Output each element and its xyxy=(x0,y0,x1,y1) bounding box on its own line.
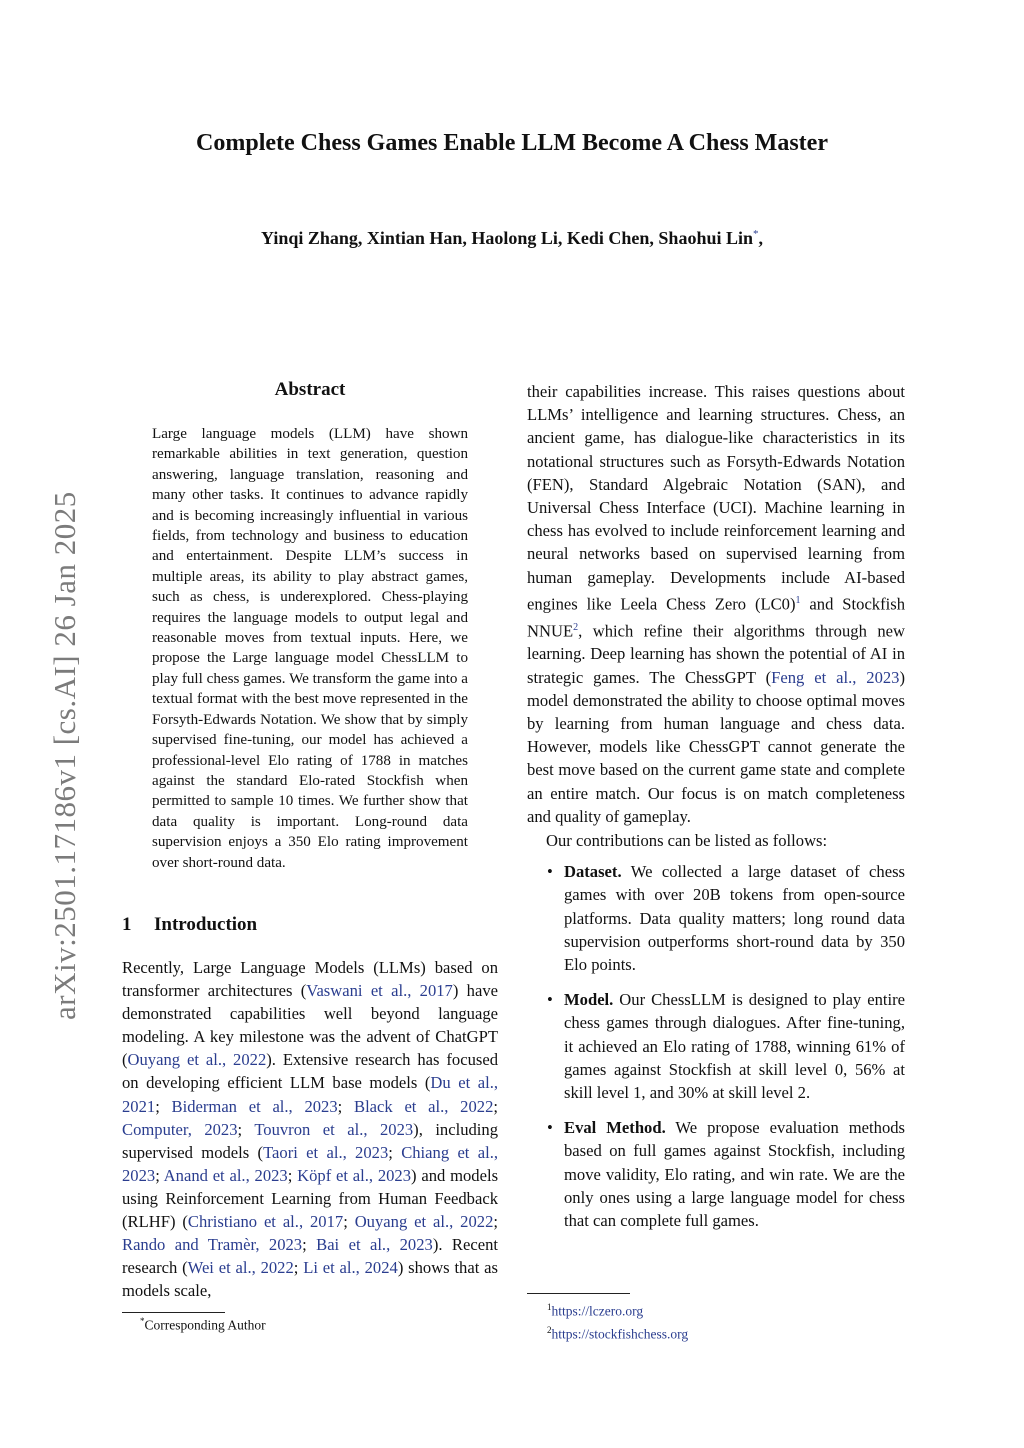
citation-link[interactable]: Feng et al., 2023 xyxy=(771,667,900,687)
contribution-text: We propose evaluation methods based on full games against Stockfish, including move validity, Elo rating, and win rate. We are the only ones using a large language model for chess that can complete full games. xyxy=(564,1118,905,1230)
corresponding-author-mark[interactable]: * xyxy=(753,228,759,240)
citation-link[interactable]: Wei et al., 2022 xyxy=(187,1258,294,1278)
citation-link[interactable]: Li et al., 2024 xyxy=(303,1258,398,1278)
footnotes-urls xyxy=(547,1298,688,1343)
contribution-text: We collected a large dataset of chess games with over 20B tokens from open-source platforms. Data quality matters; long round data supervision outperforms short-round data by 350 Elo points. xyxy=(564,862,905,974)
footnote-url-link[interactable]: https://lczero.org xyxy=(551,1303,644,1319)
citation-separator: ; xyxy=(293,1258,304,1278)
section-number: 1 xyxy=(122,914,132,935)
bullet-icon: • xyxy=(547,990,553,1010)
bullet-icon: • xyxy=(547,1118,553,1138)
abstract-body: Large language models (LLM) have shown remarkable abilities in text generation, question answering, language translation, reasoning and many other tasks. It continues to advance rapidly and is becoming increasingly influential in various fields, from technology and business to education and entertainment. Despite LLM’s success in multiple areas, its ability to play abstract games, such as chess, is underexplored. Chess-playing requires the language models to output legal and reasonable moves from textual inputs. Here, we propose the Large language model ChessLLM to play full chess games. We transform the game into a textual format with the best move represented in the Forsyth-Edwards Notation. We show that by simply supervised fine-tuning, our model has achieved a professional-level Elo rating of 1788 in matches against the standard Elo-rated Stockfish when permitted to sample 10 times. We further show that data quality is important. Long-round data supervision enjoys a 350 Elo rating improvement over short-round data. xyxy=(152,426,468,871)
contribution-title: Eval Method. xyxy=(564,1118,666,1138)
citation-link[interactable]: Vaswani et al., 2017 xyxy=(306,981,453,1001)
section-heading-introduction xyxy=(122,914,257,936)
abstract-heading: Abstract xyxy=(274,379,346,400)
citation-separator: ; xyxy=(493,1096,498,1116)
authors-trailing-comma: , xyxy=(758,228,763,248)
citation-separator: ; xyxy=(337,1096,354,1116)
list-item xyxy=(527,860,905,976)
section-title: Introduction xyxy=(154,914,258,935)
citation-link[interactable]: Christiano et al., 2017 xyxy=(187,1212,344,1232)
citation-link[interactable]: Black et al., 2022 xyxy=(354,1096,494,1116)
citation-separator: ; xyxy=(388,1142,402,1162)
citation-separator: ; xyxy=(287,1165,298,1185)
citation-link[interactable]: Biderman et al., 2023 xyxy=(171,1096,338,1116)
contributions-list xyxy=(527,860,905,1232)
footnote-ref-1[interactable]: 1 xyxy=(795,594,801,606)
citation-separator: ; xyxy=(155,1165,164,1185)
citation-link[interactable]: Anand et al., 2023 xyxy=(163,1165,288,1185)
citation-link[interactable]: Bai et al., 2023 xyxy=(316,1235,433,1255)
paragraph-text: , which refine their algorithms through new learning. Deep learning has shown the potential of AI in strategic games. The ChessGPT ( xyxy=(527,621,905,687)
footnote-url-link[interactable]: https://stockfishchess.org xyxy=(551,1326,689,1341)
author-list xyxy=(0,228,1024,249)
intro-text: ) have demonstrated capabilities well beyond language modeling. A key milestone was the advent of ChatGPT ( xyxy=(122,981,499,1070)
intro-paragraph-continued xyxy=(527,380,905,828)
citation-separator: ; xyxy=(237,1119,255,1139)
footnote-divider xyxy=(527,1293,630,1294)
contribution-text: Our ChessLLM is designed to play entire chess games through dialogues. After fine-tuning, it achieved an Elo rating of 1788, winning 61% of games against Stockfish at skill level 0, 56% at skill level 1, and 30% at skill level 2. xyxy=(564,990,905,1102)
paper-title: Complete Chess Games Enable LLM Become A Chess Master xyxy=(196,130,828,156)
contributions-lead: Our contributions can be listed as follows: xyxy=(546,830,828,850)
footnote-ref-2[interactable]: 2 xyxy=(573,621,579,633)
intro-text: ). Extensive research has focused on developing efficient LLM base models ( xyxy=(122,1050,498,1093)
footnote-text: Corresponding Author xyxy=(144,1317,266,1333)
arxiv-identifier: arXiv:2501.17186v1 [cs.AI] 26 Jan 2025 xyxy=(47,491,82,1020)
paragraph-text: ) model demonstrated the ability to choose optimal moves by learning from human language and chess data. However, models like ChessGPT cannot generate the best move based on the current game state and complete an entire match. Our focus is on match completeness and quality of gameplay. xyxy=(527,667,905,826)
footnote-number: 1 xyxy=(547,1302,552,1312)
paragraph-text: and Stockfish NNUE xyxy=(527,594,905,641)
intro-text: ). Recent research ( xyxy=(122,1235,498,1278)
contribution-title: Dataset. xyxy=(564,862,622,882)
citation-separator: ; xyxy=(302,1235,317,1255)
citation-link[interactable]: Du et al., 2021 xyxy=(122,1073,498,1116)
right-column xyxy=(527,380,905,1244)
citation-link[interactable]: Köpf et al., 2023 xyxy=(297,1165,412,1185)
footnote-corresponding-author xyxy=(140,1316,266,1334)
citation-separator: ; xyxy=(493,1212,498,1232)
paragraph-text: their capabilities increase. This raises questions about LLMs’ intelligence and learning structures. Chess, an ancient game, has dialogue-like characteristics in its notational structures such as Forsyth-Edwards Notation (FEN), Standard Algebraic Notation (SAN), and Universal Chess Interface (UCI). Machine learning in chess has evolved to include reinforcement learning and neural networks based on supervised learning from human gameplay. Developments include AI-based engines like Leela Chess Zero (LC0) xyxy=(527,382,905,614)
list-item xyxy=(527,1116,905,1232)
introduction-paragraph xyxy=(122,956,498,1302)
citation-separator: ; xyxy=(343,1212,355,1232)
contribution-title: Model. xyxy=(564,990,614,1010)
intro-text: ), including supervised models ( xyxy=(122,1119,499,1162)
citation-link[interactable]: Ouyang et al., 2022 xyxy=(127,1050,267,1070)
intro-text: ) shows that as models scale, xyxy=(122,1258,498,1301)
intro-text: Recently, Large Language Models (LLMs) based on transformer architectures ( xyxy=(122,958,498,1001)
bullet-icon: • xyxy=(547,862,553,882)
citation-link[interactable]: Chiang et al., 2023 xyxy=(122,1142,499,1185)
citation-link[interactable]: Rando and Tramèr, 2023 xyxy=(122,1235,303,1255)
footnote-1 xyxy=(547,1298,688,1321)
authors-names: Yinqi Zhang, Xintian Han, Haolong Li, Kedi Chen, Shaohui Lin xyxy=(260,228,753,248)
footnote-2 xyxy=(547,1321,688,1344)
citation-link[interactable]: Taori et al., 2023 xyxy=(263,1142,389,1162)
citation-link[interactable]: Ouyang et al., 2022 xyxy=(354,1212,494,1232)
footnote-mark: * xyxy=(140,1316,145,1326)
intro-text: ) and models using Reinforcement Learning from Human Feedback (RLHF) ( xyxy=(122,1165,499,1232)
citation-link[interactable]: Touvron et al., 2023 xyxy=(254,1119,414,1139)
footnote-number: 2 xyxy=(547,1324,552,1335)
footnote-divider xyxy=(122,1312,225,1313)
citation-link[interactable]: Computer, 2023 xyxy=(122,1119,238,1139)
list-item xyxy=(527,988,905,1104)
citation-separator: ; xyxy=(155,1096,172,1116)
